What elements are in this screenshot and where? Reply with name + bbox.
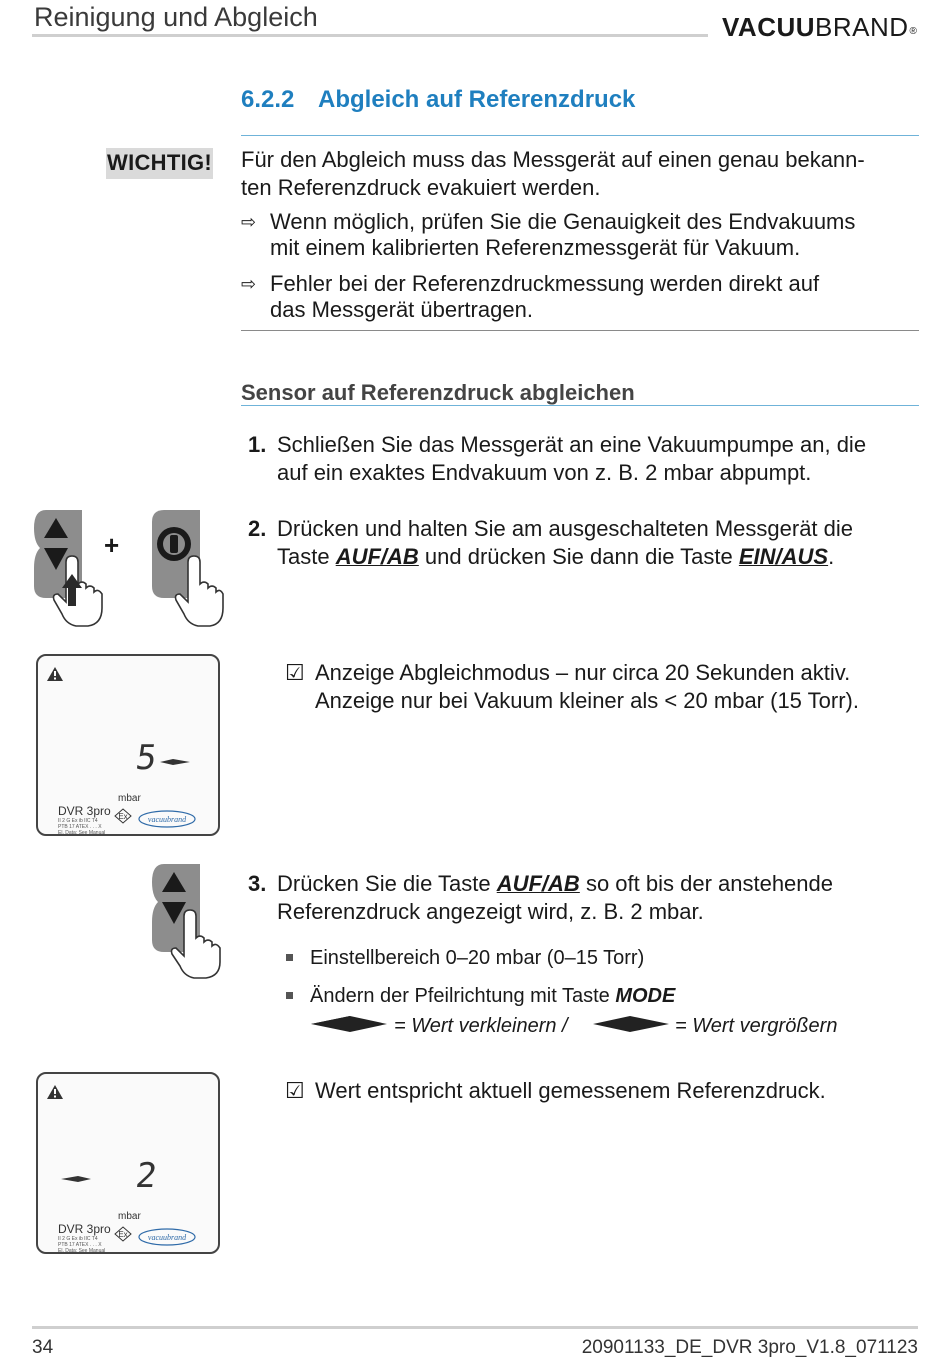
- arrow-left-indicator-icon: [60, 1173, 92, 1185]
- result-2-line-1: Wert entspricht aktuell gemessenem Referenzdruck.: [315, 1078, 826, 1103]
- document-id: 20901133_DE_DVR 3pro_V1.8_071123: [581, 1337, 918, 1358]
- step-1-line-1: Schließen Sie das Messgerät an eine Vakuumpumpe an, die: [277, 432, 867, 457]
- lcd-display-calibration-mode: [36, 654, 220, 836]
- arrow-right-indicator-icon: [592, 1014, 670, 1034]
- arrow-right-indicator-icon: [159, 756, 191, 768]
- step-1-line-2: auf ein exaktes Endvakuum von z. B. 2 mbar abpumpt.: [277, 460, 812, 485]
- footer-rule: [32, 1326, 918, 1329]
- step-2-line-2: [277, 543, 834, 571]
- step-1-number: 1.: [248, 432, 267, 457]
- display-fine-2: PTB 17 ATEX . . . X: [58, 1242, 102, 1248]
- increase-label: = Wert vergrößern: [675, 1015, 838, 1037]
- step-3-text-b: so oft bis der anstehende: [579, 871, 833, 896]
- display-model: DVR 3pro: [58, 1222, 111, 1236]
- up-down-key-press-icon: [150, 862, 222, 980]
- subsection-title: Sensor auf Referenzdruck abgleichen: [241, 380, 635, 405]
- decrease-label: = Wert verkleinern /: [394, 1015, 568, 1037]
- section-rule: [241, 135, 919, 136]
- bullet-2-text: Ändern der Pfeilrichtung mit Taste: [310, 985, 616, 1007]
- important-bullet-2-line-2: das Messgerät übertragen.: [270, 297, 533, 322]
- important-bullet-1-line-2: mit einem kalibrierten Referenzmessgerät für Vakuum.: [270, 235, 801, 260]
- step-3-line-2: Referenzdruck angezeigt wird, z. B. 2 mbar.: [277, 899, 704, 924]
- step-2-text-a: Taste: [277, 544, 336, 569]
- vacuubrand-logo-icon: [138, 1228, 198, 1246]
- display-unit: mbar: [118, 1211, 141, 1222]
- important-end-rule: [241, 330, 919, 331]
- step-2-text-c: .: [828, 544, 835, 569]
- section-title: Abgleich auf Referenzdruck: [318, 86, 636, 113]
- brand-logo: [722, 12, 917, 43]
- step-3-number: 3.: [248, 871, 267, 896]
- display-digit: 5: [133, 738, 160, 778]
- plus-sign: +: [104, 530, 120, 560]
- step-3-text-a: Drücken Sie die Taste: [277, 871, 497, 896]
- key-ein-aus: EIN/AUS: [738, 544, 829, 569]
- ex-mark-icon: [114, 1226, 132, 1242]
- warning-icon: [46, 666, 64, 682]
- display-logo-text: vacuubrand: [147, 1233, 187, 1242]
- vacuubrand-logo-icon: [138, 810, 198, 828]
- brand-reg: ®: [909, 26, 918, 37]
- result-1-line-2: Anzeige nur bei Vakuum kleiner als < 20 mbar (15 Torr).: [315, 688, 859, 713]
- brand-light: BRAND: [815, 12, 909, 42]
- ex-mark-icon: [114, 808, 132, 824]
- important-bullet-1-line-1: Wenn möglich, prüfen Sie die Genauigkeit des Endvakuums: [270, 209, 856, 234]
- header-title: Reinigung und Abgleich: [34, 2, 318, 32]
- header-rule: [32, 34, 708, 37]
- key-mode: MODE: [615, 985, 676, 1007]
- important-line-2: ten Referenzdruck evakuiert werden.: [241, 175, 601, 200]
- check-icon: ☑: [285, 1078, 305, 1103]
- brand-bold: VACUU: [722, 12, 816, 42]
- page-number: 34: [32, 1337, 54, 1358]
- important-label: WICHTIG!: [106, 148, 213, 179]
- result-1-line-1: Anzeige Abgleichmodus – nur circa 20 Sekunden aktiv.: [315, 660, 851, 685]
- step-2-number: 2.: [248, 516, 267, 541]
- svg-text:Ex: Ex: [118, 1230, 128, 1239]
- display-logo-text: vacuubrand: [147, 815, 187, 824]
- display-model: DVR 3pro: [58, 804, 111, 818]
- subsection-rule: [241, 405, 919, 406]
- warning-icon: [46, 1084, 64, 1100]
- display-fine-3: El. Data: See Manual: [58, 830, 106, 836]
- key-auf-ab: AUF/AB: [496, 871, 580, 896]
- display-fine-2: PTB 17 ATEX . . . X: [58, 824, 102, 830]
- square-bullet-icon: [286, 954, 293, 961]
- display-digit: 2: [133, 1156, 160, 1196]
- step-2-text-b: und drücken Sie dann die Taste: [418, 544, 739, 569]
- up-down-key-press-icon: [32, 508, 104, 628]
- important-bullet-2-line-1: Fehler bei der Referenzdruckmessung werden direkt auf: [270, 271, 820, 296]
- step-3-line-1: [277, 870, 833, 898]
- display-fine-1: II 2 G Ex ib IIC T4: [58, 818, 98, 824]
- important-line-1: Für den Abgleich muss das Messgerät auf einen genau bekann-: [241, 147, 865, 172]
- display-unit: mbar: [118, 793, 141, 804]
- step-2-line-1: Drücken und halten Sie am ausgeschalteten Messgerät die: [277, 516, 854, 541]
- display-fine-3: El. Data: See Manual: [58, 1248, 106, 1254]
- check-icon: ☑: [285, 660, 305, 685]
- step-3-bullet-1: Einstellbereich 0–20 mbar (0–15 Torr): [310, 947, 645, 969]
- key-auf-ab: AUF/AB: [335, 544, 419, 569]
- svg-text:Ex: Ex: [118, 812, 128, 821]
- arrow-bullet-icon: ⇨: [241, 212, 257, 232]
- square-bullet-icon: [286, 992, 293, 999]
- display-fine-1: II 2 G Ex ib IIC T4: [58, 1236, 98, 1242]
- on-off-key-press-icon: [150, 508, 225, 628]
- arrow-left-indicator-icon: [310, 1014, 388, 1034]
- lcd-display-reference-value: [36, 1072, 220, 1254]
- arrow-bullet-icon: ⇨: [241, 274, 257, 294]
- section-number: 6.2.2: [241, 86, 295, 113]
- step-3-bullet-2: [310, 982, 675, 1010]
